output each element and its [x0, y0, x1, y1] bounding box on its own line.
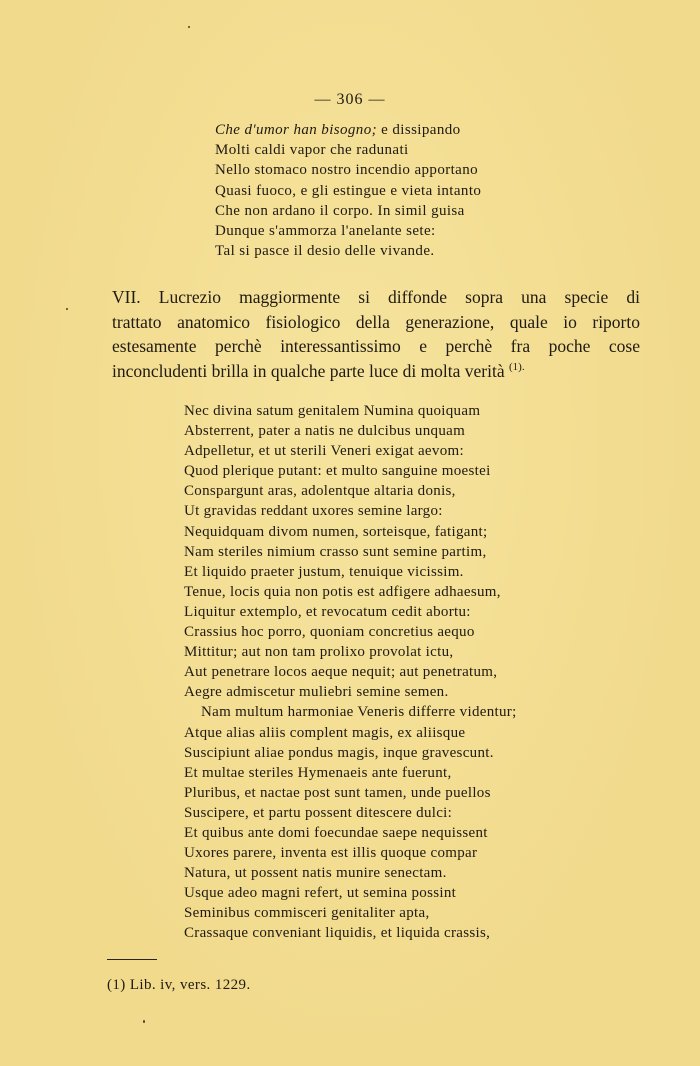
- italian-verse-block: [215, 120, 481, 261]
- verse-text: Che non ardano il corpo. In simil guisa: [215, 202, 465, 219]
- verse-text: Dunque s'ammorza l'anelante sete:: [215, 223, 436, 240]
- verse-line: Seminibus commisceri genitaliter apta,: [184, 905, 430, 922]
- verse-line: Ut gravidas reddant uxores semine largo:: [184, 503, 443, 520]
- body-paragraph: [112, 285, 640, 383]
- verse-line: Adpelletur, et ut sterili Veneri exigat aevom:: [184, 443, 464, 460]
- verse-line: Nam steriles nimium crasso sunt semine partim,: [184, 543, 487, 560]
- print-speck: [188, 26, 190, 28]
- verse-line: Aegre admiscetur muliebri semine semen.: [184, 684, 449, 701]
- verse-line: Aut penetrare locos aeque nequit; aut penetratum,: [184, 664, 498, 681]
- paragraph-line-last: [112, 359, 640, 384]
- print-speck: [143, 1020, 145, 1023]
- verse-line: [215, 181, 481, 201]
- verse-line: Pluribus, et nactae post sunt tamen, unde puellos: [184, 784, 491, 801]
- verse-text: Tal si pasce il desio delle vivande.: [215, 243, 435, 260]
- verse-line: Et multae steriles Hymenaeis ante fuerunt,: [184, 764, 452, 781]
- paragraph-line: estesamente perchè interessantissimo e perchè fra poche cose: [112, 336, 640, 356]
- verse-line: Atque alias aliis complent magis, ex aliisque: [184, 724, 466, 741]
- verse-line: [215, 201, 481, 221]
- print-speck: [66, 308, 68, 310]
- footnote-reference[interactable]: (1).: [509, 360, 525, 373]
- footnote: (1) Lib. iv, vers. 1229.: [107, 977, 251, 993]
- verse-line: Suscipere, et partu possent ditescere dulci:: [184, 804, 453, 821]
- verse-line: Tenue, locis quia non potis est adfigere adhaesum,: [184, 583, 501, 600]
- verse-line: Quod plerique putant: et multo sanguine moestei: [184, 463, 491, 480]
- verse-text: Quasi fuoco, e gli estingue e vieta intanto: [215, 182, 482, 199]
- latin-verse-block: [184, 401, 517, 944]
- verse-line: Et liquido praeter justum, tenuique vicissim.: [184, 563, 464, 580]
- verse-line: Uxores parere, inventa est illis quoque compar: [184, 845, 478, 862]
- verse-italic-text: Che d'umor han bisogno;: [215, 122, 377, 138]
- verse-line: Mittitur; aut non tam prolixo provolat ictu,: [184, 644, 454, 661]
- verse-line: Crassius hoc porro, quoniam concretius aequo: [184, 624, 475, 641]
- verse-line: Crassaque conveniant liquidis, et liquida crassis,: [184, 925, 491, 942]
- verse-line: Usque adeo magni refert, ut semina possint: [184, 885, 457, 902]
- verse-line: [215, 120, 481, 140]
- verse-line: Nec divina satum genitalem Numina quoiquam: [184, 403, 481, 419]
- verse-line: [215, 140, 481, 160]
- verse-line: [215, 160, 481, 180]
- verse-line: Conspargunt aras, adolentque altaria donis,: [184, 483, 456, 500]
- verse-text: Molti caldi vapor che radunati: [215, 142, 409, 159]
- paragraph-line: VII. Lucrezio maggiormente si diffonde sopra una specie di: [112, 287, 640, 307]
- verse-line: [215, 221, 481, 241]
- verse-line: Nequidquam divom numen, sorteisque, fatigant;: [184, 523, 488, 540]
- verse-line: Natura, ut possent natis munire senectam.: [184, 865, 447, 882]
- verse-text: e dissipando: [377, 122, 461, 138]
- verse-text: Nello stomaco nostro incendio apportano: [215, 162, 479, 179]
- verse-line: Absterrent, pater a natis ne dulcibus unquam: [184, 423, 466, 440]
- paragraph-line-text: inconcludenti brilla in qualche parte luce di molta verità: [112, 360, 505, 381]
- verse-line: [215, 241, 481, 261]
- page-number: — 306 —: [314, 91, 386, 108]
- verse-line: Nam multum harmoniae Veneris differre videntur;: [201, 704, 517, 721]
- verse-line: Liquitur extemplo, et revocatum cedit abortu:: [184, 603, 471, 620]
- verse-line: Suscipiunt aliae pondus magis, inque gravescunt.: [184, 744, 494, 761]
- paragraph-line: trattato anatomico fisiologico della generazione, quale io riporto: [112, 311, 640, 332]
- footnote-divider: [107, 959, 157, 960]
- verse-line: Et quibus ante domi foecundae saepe nequissent: [184, 824, 488, 841]
